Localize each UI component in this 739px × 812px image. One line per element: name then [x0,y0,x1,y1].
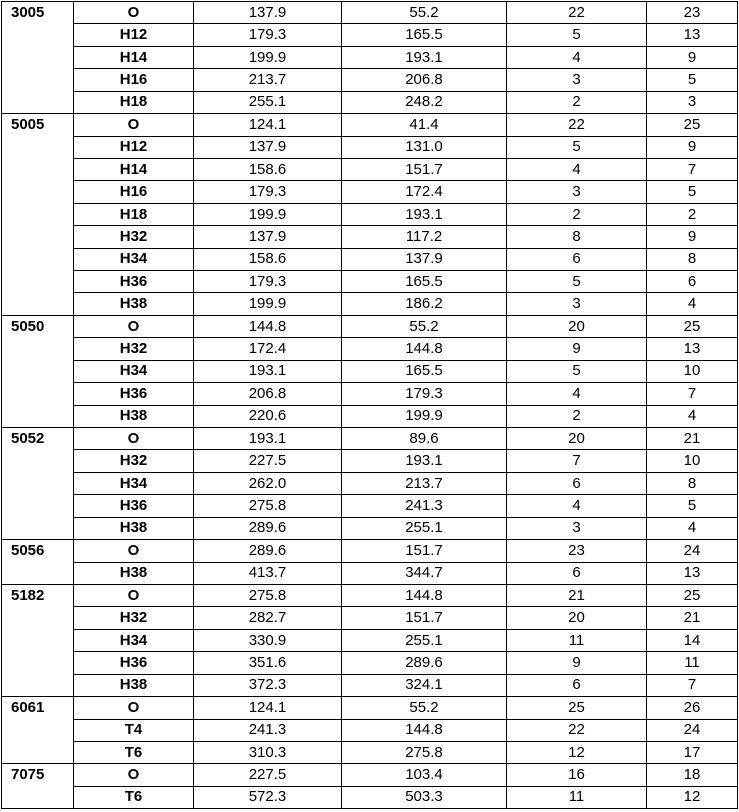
yield-strength-cell: 248.2 [342,91,507,113]
tensile-strength-cell: 137.9 [194,136,342,158]
yield-strength-cell: 41.4 [342,114,507,136]
yield-strength-cell: 193.1 [342,450,507,472]
alloy-cell [2,719,74,741]
tensile-strength-cell: 372.3 [194,674,342,696]
elongation-1-cell: 6 [507,472,647,494]
yield-strength-cell: 193.1 [342,46,507,68]
table-row [2,69,738,91]
tensile-strength-cell: 310.3 [194,741,342,763]
elongation-2-cell: 24 [647,719,738,741]
table-row [2,46,738,68]
tensile-strength-cell: 413.7 [194,562,342,584]
temper-cell: H38 [74,562,194,584]
table-row [2,517,738,539]
temper-cell: O [74,428,194,450]
table-body [2,2,738,809]
elongation-1-cell: 7 [507,450,647,472]
table-row [2,741,738,763]
alloy-properties-table [1,1,738,809]
table-row [2,450,738,472]
temper-cell: O [74,584,194,606]
yield-strength-cell: 151.7 [342,607,507,629]
table-row [2,293,738,315]
alloy-cell: 5182 [2,584,74,606]
tensile-strength-cell: 179.3 [194,181,342,203]
tensile-strength-cell: 330.9 [194,629,342,651]
elongation-2-cell: 8 [647,248,738,270]
elongation-2-cell: 7 [647,383,738,405]
elongation-1-cell: 9 [507,338,647,360]
tensile-strength-cell: 227.5 [194,450,342,472]
alloy-cell: 6061 [2,697,74,719]
temper-cell: O [74,540,194,562]
tensile-strength-cell: 144.8 [194,315,342,337]
tensile-strength-cell: 206.8 [194,383,342,405]
tensile-strength-cell: 572.3 [194,786,342,808]
temper-cell: H12 [74,24,194,46]
table-row [2,495,738,517]
table-row [2,136,738,158]
yield-strength-cell: 55.2 [342,315,507,337]
temper-cell: T6 [74,741,194,763]
yield-strength-cell: 165.5 [342,271,507,293]
alloy-cell [2,338,74,360]
table-row [2,764,738,786]
tensile-strength-cell: 124.1 [194,114,342,136]
alloy-cell [2,495,74,517]
elongation-1-cell: 5 [507,360,647,382]
alloy-cell: 7075 [2,764,74,786]
temper-cell: H36 [74,495,194,517]
temper-cell: H14 [74,46,194,68]
elongation-1-cell: 3 [507,293,647,315]
alloy-cell: 5052 [2,428,74,450]
yield-strength-cell: 241.3 [342,495,507,517]
elongation-1-cell: 6 [507,248,647,270]
elongation-1-cell: 4 [507,383,647,405]
tensile-strength-cell: 179.3 [194,24,342,46]
yield-strength-cell: 151.7 [342,540,507,562]
tensile-strength-cell: 282.7 [194,607,342,629]
alloy-cell [2,136,74,158]
alloy-cell [2,674,74,696]
tensile-strength-cell: 275.8 [194,495,342,517]
temper-cell: H14 [74,158,194,180]
elongation-2-cell: 26 [647,697,738,719]
elongation-2-cell: 9 [647,46,738,68]
elongation-2-cell: 12 [647,786,738,808]
table-row [2,584,738,606]
elongation-2-cell: 6 [647,271,738,293]
elongation-1-cell: 20 [507,315,647,337]
elongation-1-cell: 3 [507,517,647,539]
temper-cell: O [74,315,194,337]
elongation-1-cell: 20 [507,428,647,450]
yield-strength-cell: 144.8 [342,338,507,360]
alloy-cell [2,607,74,629]
yield-strength-cell: 172.4 [342,181,507,203]
elongation-2-cell: 7 [647,158,738,180]
tensile-strength-cell: 275.8 [194,584,342,606]
elongation-1-cell: 9 [507,652,647,674]
table-row [2,719,738,741]
alloy-cell: 5056 [2,540,74,562]
yield-strength-cell: 255.1 [342,629,507,651]
elongation-2-cell: 4 [647,517,738,539]
alloy-cell [2,91,74,113]
elongation-2-cell: 11 [647,652,738,674]
table-row [2,226,738,248]
elongation-2-cell: 25 [647,114,738,136]
temper-cell: H34 [74,629,194,651]
alloy-cell [2,46,74,68]
alloy-cell [2,69,74,91]
table-row [2,114,738,136]
elongation-1-cell: 4 [507,158,647,180]
elongation-2-cell: 2 [647,203,738,225]
tensile-strength-cell: 158.6 [194,248,342,270]
table-row [2,248,738,270]
elongation-1-cell: 11 [507,629,647,651]
tensile-strength-cell: 213.7 [194,69,342,91]
temper-cell: O [74,764,194,786]
table-row [2,2,738,24]
alloy-cell [2,248,74,270]
temper-cell: H32 [74,226,194,248]
alloy-cell [2,271,74,293]
alloy-cell [2,405,74,427]
alloy-cell [2,786,74,808]
yield-strength-cell: 103.4 [342,764,507,786]
elongation-2-cell: 10 [647,450,738,472]
yield-strength-cell: 151.7 [342,158,507,180]
elongation-2-cell: 13 [647,562,738,584]
tensile-strength-cell: 158.6 [194,158,342,180]
elongation-2-cell: 5 [647,181,738,203]
yield-strength-cell: 193.1 [342,203,507,225]
yield-strength-cell: 199.9 [342,405,507,427]
alloy-cell [2,450,74,472]
temper-cell: H36 [74,652,194,674]
yield-strength-cell: 55.2 [342,697,507,719]
elongation-2-cell: 18 [647,764,738,786]
table-row [2,674,738,696]
elongation-2-cell: 21 [647,428,738,450]
elongation-2-cell: 13 [647,24,738,46]
elongation-1-cell: 5 [507,136,647,158]
yield-strength-cell: 89.6 [342,428,507,450]
tensile-strength-cell: 137.9 [194,226,342,248]
temper-cell: H32 [74,607,194,629]
table-row [2,697,738,719]
table-row [2,786,738,808]
alloy-cell [2,360,74,382]
alloy-cell [2,517,74,539]
elongation-1-cell: 12 [507,741,647,763]
alloy-cell [2,472,74,494]
yield-strength-cell: 344.7 [342,562,507,584]
elongation-2-cell: 14 [647,629,738,651]
table-row [2,203,738,225]
yield-strength-cell: 144.8 [342,584,507,606]
temper-cell: H16 [74,69,194,91]
table-row [2,383,738,405]
tensile-strength-cell: 172.4 [194,338,342,360]
temper-cell: H18 [74,203,194,225]
yield-strength-cell: 137.9 [342,248,507,270]
yield-strength-cell: 206.8 [342,69,507,91]
elongation-2-cell: 24 [647,540,738,562]
table-row [2,428,738,450]
elongation-1-cell: 22 [507,719,647,741]
temper-cell: O [74,2,194,24]
yield-strength-cell: 289.6 [342,652,507,674]
elongation-1-cell: 5 [507,24,647,46]
elongation-2-cell: 7 [647,674,738,696]
table-row [2,360,738,382]
temper-cell: H18 [74,91,194,113]
tensile-strength-cell: 199.9 [194,293,342,315]
elongation-2-cell: 5 [647,69,738,91]
yield-strength-cell: 144.8 [342,719,507,741]
elongation-1-cell: 6 [507,562,647,584]
temper-cell: O [74,697,194,719]
table-row [2,629,738,651]
alloy-cell: 5005 [2,114,74,136]
tensile-strength-cell: 179.3 [194,271,342,293]
yield-strength-cell: 255.1 [342,517,507,539]
elongation-2-cell: 8 [647,472,738,494]
temper-cell: H32 [74,338,194,360]
tensile-strength-cell: 241.3 [194,719,342,741]
temper-cell: T4 [74,719,194,741]
elongation-2-cell: 9 [647,226,738,248]
alloy-cell [2,562,74,584]
table-row [2,405,738,427]
tensile-strength-cell: 289.6 [194,540,342,562]
tensile-strength-cell: 199.9 [194,46,342,68]
elongation-2-cell: 4 [647,405,738,427]
table-row [2,24,738,46]
temper-cell: T6 [74,786,194,808]
elongation-1-cell: 4 [507,46,647,68]
temper-cell: H34 [74,248,194,270]
tensile-strength-cell: 262.0 [194,472,342,494]
elongation-2-cell: 4 [647,293,738,315]
yield-strength-cell: 117.2 [342,226,507,248]
elongation-2-cell: 17 [647,741,738,763]
elongation-1-cell: 16 [507,764,647,786]
elongation-1-cell: 4 [507,495,647,517]
alloy-cell [2,203,74,225]
table-row [2,652,738,674]
alloy-cell [2,652,74,674]
temper-cell: H36 [74,271,194,293]
elongation-1-cell: 22 [507,114,647,136]
elongation-1-cell: 3 [507,181,647,203]
elongation-1-cell: 22 [507,2,647,24]
table-row [2,338,738,360]
elongation-2-cell: 5 [647,495,738,517]
temper-cell: H32 [74,450,194,472]
elongation-2-cell: 23 [647,2,738,24]
table-row [2,472,738,494]
alloy-cell [2,181,74,203]
tensile-strength-cell: 220.6 [194,405,342,427]
temper-cell: H34 [74,472,194,494]
tensile-strength-cell: 124.1 [194,697,342,719]
alloy-cell [2,293,74,315]
elongation-2-cell: 9 [647,136,738,158]
elongation-2-cell: 10 [647,360,738,382]
elongation-1-cell: 20 [507,607,647,629]
table-row [2,562,738,584]
elongation-1-cell: 2 [507,91,647,113]
elongation-1-cell: 2 [507,203,647,225]
yield-strength-cell: 179.3 [342,383,507,405]
tensile-strength-cell: 199.9 [194,203,342,225]
yield-strength-cell: 503.3 [342,786,507,808]
tensile-strength-cell: 193.1 [194,360,342,382]
elongation-1-cell: 2 [507,405,647,427]
tensile-strength-cell: 137.9 [194,2,342,24]
elongation-1-cell: 3 [507,69,647,91]
alloy-cell [2,629,74,651]
table-row [2,607,738,629]
yield-strength-cell: 55.2 [342,2,507,24]
elongation-1-cell: 8 [507,226,647,248]
table-row [2,181,738,203]
alloy-cell [2,158,74,180]
table-row [2,540,738,562]
yield-strength-cell: 131.0 [342,136,507,158]
yield-strength-cell: 213.7 [342,472,507,494]
table-row [2,91,738,113]
tensile-strength-cell: 193.1 [194,428,342,450]
elongation-1-cell: 11 [507,786,647,808]
temper-cell: H16 [74,181,194,203]
alloy-cell [2,24,74,46]
alloy-cell [2,226,74,248]
yield-strength-cell: 324.1 [342,674,507,696]
temper-cell: H38 [74,674,194,696]
temper-cell: H36 [74,383,194,405]
elongation-2-cell: 21 [647,607,738,629]
alloy-cell [2,741,74,763]
alloy-cell: 5050 [2,315,74,337]
table-row [2,315,738,337]
yield-strength-cell: 186.2 [342,293,507,315]
tensile-strength-cell: 255.1 [194,91,342,113]
alloy-cell [2,383,74,405]
temper-cell: H38 [74,405,194,427]
yield-strength-cell: 165.5 [342,24,507,46]
temper-cell: H34 [74,360,194,382]
elongation-2-cell: 25 [647,315,738,337]
tensile-strength-cell: 351.6 [194,652,342,674]
yield-strength-cell: 165.5 [342,360,507,382]
table-row [2,158,738,180]
elongation-1-cell: 23 [507,540,647,562]
elongation-2-cell: 13 [647,338,738,360]
table-row [2,271,738,293]
temper-cell: H38 [74,517,194,539]
elongation-1-cell: 21 [507,584,647,606]
elongation-2-cell: 3 [647,91,738,113]
alloy-cell: 3005 [2,2,74,24]
elongation-2-cell: 25 [647,584,738,606]
temper-cell: H38 [74,293,194,315]
tensile-strength-cell: 227.5 [194,764,342,786]
elongation-1-cell: 6 [507,674,647,696]
tensile-strength-cell: 289.6 [194,517,342,539]
temper-cell: O [74,114,194,136]
yield-strength-cell: 275.8 [342,741,507,763]
temper-cell: H12 [74,136,194,158]
elongation-1-cell: 25 [507,697,647,719]
elongation-1-cell: 5 [507,271,647,293]
